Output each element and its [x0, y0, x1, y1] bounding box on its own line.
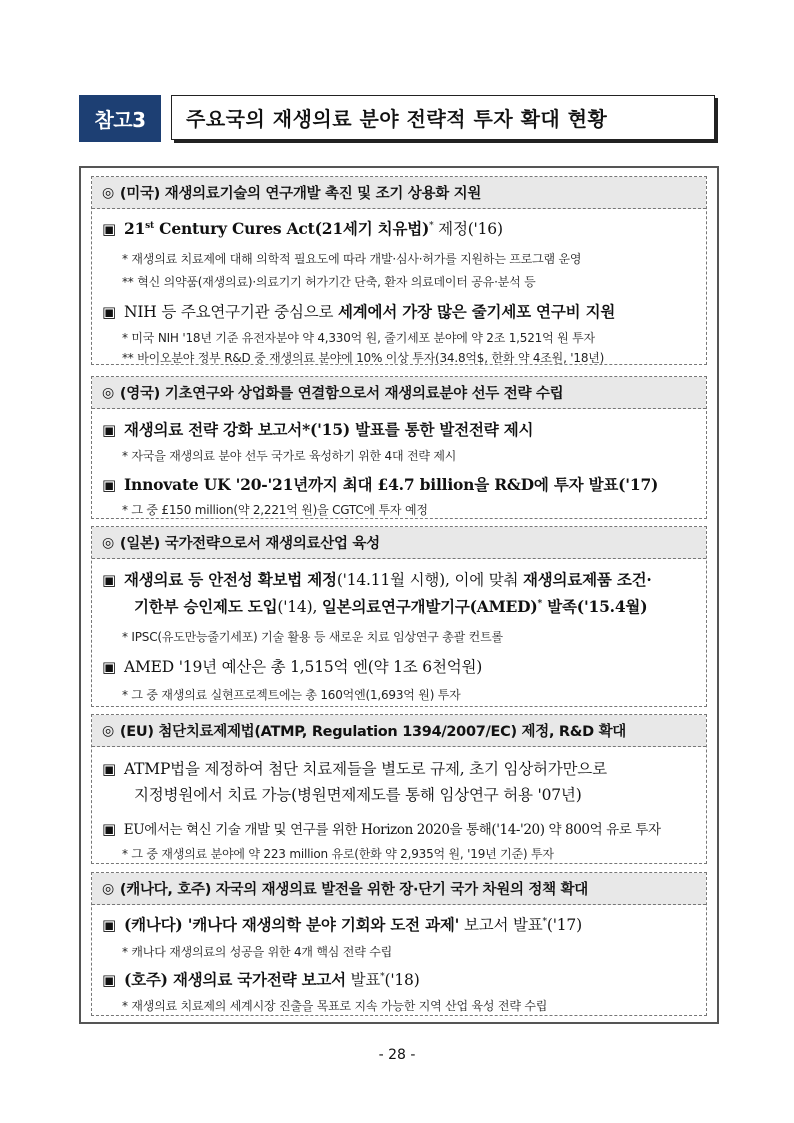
- note: * 재생의료 치료제에 대해 의학적 필요도에 따라 개발·심사·허가를 지원하는 프로그램 운영: [122, 252, 582, 266]
- bullet: ▣ 재생의료 전략 강화 보고서*('15) 발표를 통한 발전전략 제시: [102, 420, 534, 439]
- box-bullet-icon: ▣: [102, 421, 116, 439]
- section-heading: ◎ (미국) 재생의료기술의 연구개발 촉진 및 조기 상용화 지원: [92, 177, 706, 209]
- note: * 캐나다 재생의료의 성공을 위한 4개 핵심 전략 수립: [122, 945, 392, 959]
- note: * 그 중 £150 million(약 2,221억 원)을 CGTC에 투자 예정: [122, 503, 428, 517]
- bullet-continuation: 지정병원에서 치료 가능(병원면제제도를 통해 임상연구 허용 '07년): [134, 786, 582, 804]
- note: * 그 중 재생의료 분야에 약 223 million 유로(한화 약 2,935억 원, '19년 기준) 투자: [122, 847, 554, 861]
- content-box: [79, 166, 719, 1024]
- bullet: ▣ Innovate UK '20-'21년까지 최대 £4.7 billion을 R&D에 투자 발표('17): [102, 475, 659, 494]
- ring-icon: ◎: [102, 534, 114, 551]
- bullet: ▣ AMED '19년 예산은 총 1,515억 엔(약 1조 6천억원): [102, 658, 483, 676]
- section-canada-australia: [91, 872, 707, 1016]
- box-bullet-icon: ▣: [102, 220, 116, 238]
- section-japan: [91, 526, 707, 707]
- bullet: ▣ 21st Century Cures Act(21세기 치유법)* 제정('16): [102, 219, 503, 238]
- section-heading: ◎ (일본) 국가전략으로서 재생의료산업 육성: [92, 527, 706, 559]
- bullet: ▣ (호주) 재생의료 국가전략 보고서 발표*('18): [102, 970, 420, 989]
- title-block: [79, 95, 717, 142]
- note: * 미국 NIH '18년 기준 유전자분야 약 4,330억 원, 줄기세포 분야에 약 2조 1,521억 원 투자: [122, 331, 595, 345]
- section-eu: [91, 714, 707, 864]
- note: * IPSC(유도만능줄기세포) 기술 활용 등 새로운 치료 임상연구 총괄 컨트롤: [122, 630, 503, 644]
- section-heading: ◎ (캐나다, 호주) 자국의 재생의료 발전을 위한 장·단기 국가 차원의 정책 확대: [92, 873, 706, 905]
- section-heading: ◎ (EU) 첨단치료제제법(ATMP, Regulation 1394/2007/EC) 제정, R&D 확대: [92, 715, 706, 747]
- ring-icon: ◎: [102, 184, 114, 201]
- section-heading: ◎ (영국) 기초연구와 상업화를 연결함으로서 재생의료분야 선두 전략 수립: [92, 377, 706, 409]
- box-bullet-icon: ▣: [102, 760, 116, 778]
- bullet: ▣ EU에서는 혁신 기술 개발 및 연구를 위한 Horizon 2020을 통해('14-'20) 약 800억 유로 투자: [102, 820, 661, 838]
- note: * 재생의료 치료제의 세계시장 진출을 목표로 지속 가능한 지역 산업 육성 전략 수립: [122, 999, 548, 1013]
- bullet: ▣ 재생의료 등 안전성 확보법 제정('14.11월 시행), 이에 맞춰 재생의료제품 조건·: [102, 570, 652, 589]
- ring-icon: ◎: [102, 722, 114, 739]
- bullet: ▣ ATMP법을 제정하여 첨단 치료제들을 별도로 규제, 초기 임상허가만으로: [102, 760, 607, 778]
- reference-tag: 참고3: [79, 95, 161, 142]
- page-number: - 28 -: [378, 1047, 416, 1063]
- section-uk: [91, 376, 707, 519]
- note: * 그 중 재생의료 실현프로젝트에는 총 160억엔(1,693억 원) 투자: [122, 688, 461, 702]
- bullet-continuation: 기한부 승인제도 도입('14), 일본의료연구개발기구(AMED)* 발족('15.4월): [134, 597, 648, 616]
- box-bullet-icon: ▣: [102, 303, 116, 321]
- bullet: ▣ (캐나다) '캐나다 재생의학 분야 기회와 도전 과제' 보고서 발표*('17): [102, 915, 582, 934]
- box-bullet-icon: ▣: [102, 916, 116, 934]
- ring-icon: ◎: [102, 384, 114, 401]
- box-bullet-icon: ▣: [102, 658, 116, 676]
- bullet: ▣ NIH 등 주요연구기관 중심으로 세계에서 가장 많은 줄기세포 연구비 지원: [102, 302, 616, 321]
- box-bullet-icon: ▣: [102, 476, 116, 494]
- box-bullet-icon: ▣: [102, 820, 116, 838]
- box-bullet-icon: ▣: [102, 571, 116, 589]
- ring-icon: ◎: [102, 880, 114, 897]
- note: ** 혁신 의약품(재생의료)·의료기기 허가기간 단축, 환자 의료데이터 공유·분석 등: [122, 275, 536, 289]
- box-bullet-icon: ▣: [102, 971, 116, 989]
- section-usa: [91, 176, 707, 365]
- note: * 자국을 재생의료 분야 선두 국가로 육성하기 위한 4대 전략 제시: [122, 449, 457, 463]
- page-title: 주요국의 재생의료 분야 전략적 투자 확대 현황: [171, 95, 715, 140]
- note: ** 바이오분야 정부 R&D 중 재생의료 분야에 10% 이상 투자(34.8억$, 한화 약 4조원, '18년): [122, 351, 605, 365]
